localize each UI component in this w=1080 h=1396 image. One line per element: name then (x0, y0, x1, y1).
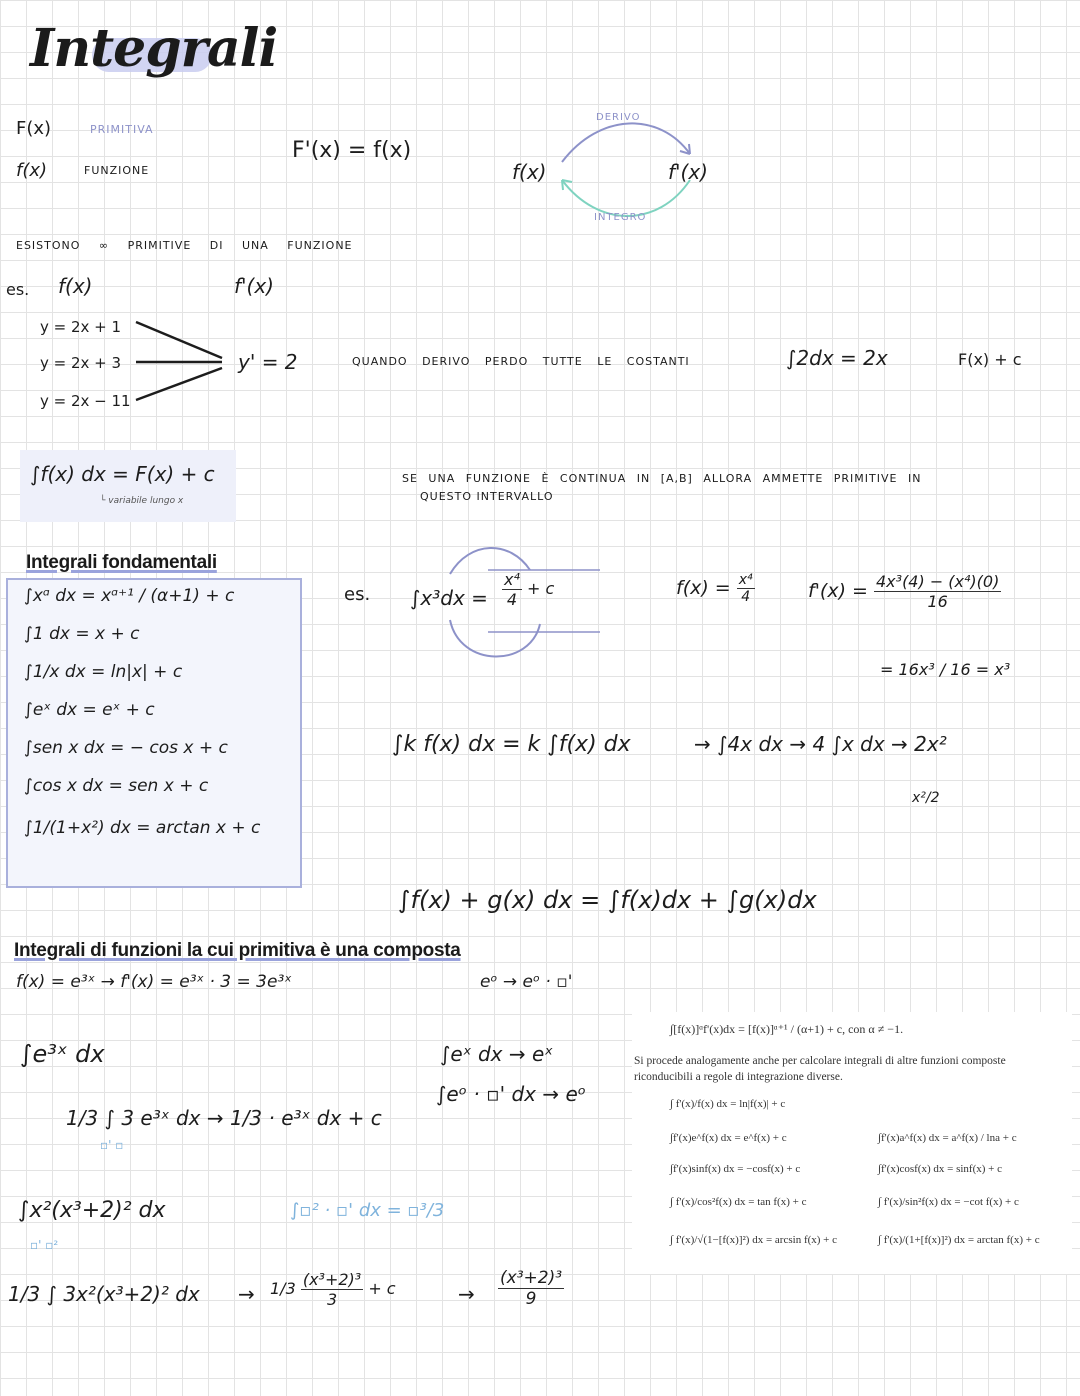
example-line-3: y = 2x − 11 (40, 392, 131, 410)
fondamentali-row-3: ∫1/x dx = ln|x| + c (24, 662, 183, 682)
continuity-text-2: QUESTO INTERVALLO (420, 490, 554, 503)
infinite-primitives-text: ESISTONO ∞ PRIMITIVE DI UNA FUNZIONE (16, 239, 353, 252)
example-integral: ∫2dx = 2x (786, 346, 888, 370)
composta-ex2-result (498, 1268, 564, 1309)
printed-rule-3: ∫f'(x)a^f(x) dx = a^f(x) / lna + c (878, 1132, 1017, 1144)
constant-rule-sub: x²/2 (912, 790, 940, 806)
composta-rule: eᵒ → eᵒ · ▫' (480, 972, 573, 992)
definition-box (20, 450, 236, 522)
example2-simplify: = 16x³ / 16 = x³ (880, 660, 1011, 679)
example-prefix: es. (6, 280, 30, 299)
example2-f-label: f(x) = (676, 577, 731, 599)
example-line-2: y = 2x + 3 (40, 354, 122, 372)
example2-fprime-den: 16 (927, 592, 948, 611)
converging-arrows (130, 312, 230, 412)
composta-ex2-mid-pre: 1/3 (270, 1279, 296, 1298)
definition-sub: └ variabile lungo x (100, 496, 184, 506)
continuity-text-1: SE UNA FUNZIONE È CONTINUA IN [A,B] ALLORA AMMETTE PRIMITIVE IN (402, 472, 922, 485)
fondamentali-row-4: ∫eˣ dx = eˣ + c (24, 700, 155, 720)
printed-rule-2: ∫f'(x)e^f(x) dx = e^f(x) + c (670, 1132, 787, 1144)
cycle-left: f(x) (512, 160, 547, 184)
cycle-top-label: DERIVO (596, 112, 641, 123)
example2-result (502, 570, 554, 609)
example-result: y' = 2 (238, 350, 298, 374)
page-title: Integrali (30, 18, 278, 79)
example2-f-den: 4 (741, 589, 751, 605)
printed-rule-4: ∫f'(x)sinf(x) dx = −cosf(x) + c (670, 1163, 801, 1175)
definition-formula: ∫f(x) dx = F(x) + c (30, 462, 215, 486)
def-F-label: PRIMITIVA (90, 123, 154, 136)
composta-ex2-arrow-2: → (458, 1282, 475, 1306)
composta-ex2: ∫x²(x³+2)² dx (18, 1198, 166, 1223)
printed-paragraph: Si procede analogamente anche per calcolare integrali di altre funzioni composte riconducibili a regole di integrazione diverse. (634, 1055, 1006, 1083)
composta-title: Integrali di funzioni la cui primitiva è una composta (14, 940, 461, 961)
composta-side-1: ∫eˣ dx → eˣ (440, 1042, 554, 1066)
fondamentali-title: Integrali fondamentali (26, 552, 217, 573)
def-f: f(x) (16, 160, 48, 181)
constant-rule-formula: ∫k f(x) dx = k ∫f(x) dx (392, 732, 631, 757)
composta-ex2-rule: ∫▫² · ▫' dx = ▫³/3 (290, 1200, 445, 1221)
def-relation: F'(x) = f(x) (292, 138, 412, 163)
sum-rule: ∫f(x) + g(x) dx = ∫f(x)dx + ∫g(x)dx (398, 886, 817, 914)
def-f-label: FUNZIONE (84, 164, 150, 177)
example2-result-num: x⁴ (504, 570, 520, 589)
composta-ex2-mid (270, 1270, 396, 1309)
example2-f (676, 572, 755, 605)
example2-integral: ∫x³dx = (410, 586, 488, 610)
constant-rule-example: → ∫4x dx → 4 ∫x dx → 2x² (694, 732, 947, 756)
example-fprime: f'(x) (234, 274, 274, 298)
printed-rule-9: ∫ f'(x)/(1+[f(x)]²) dx = arctan f(x) + c (878, 1234, 1040, 1246)
printed-rule-1: ∫ f'(x)/f(x) dx = ln|f(x)| + c (670, 1098, 786, 1110)
example-f: f(x) (58, 274, 93, 298)
fondamentali-row-6: ∫cos x dx = sen x + c (24, 776, 209, 796)
example2-fprime-num: 4x³(4) − (x⁴)(0) (876, 572, 1000, 591)
example-note: QUANDO DERIVO PERDO TUTTE LE COSTANTI (352, 355, 690, 368)
composta-ex1: ∫e³ˣ dx (20, 1040, 105, 1068)
example-Fc: F(x) + c (958, 350, 1022, 369)
composta-ex2-sub: ▫' ▫² (30, 1238, 59, 1252)
example2-fprime-label: f'(x) = (808, 580, 868, 602)
composta-ex1-step: 1/3 ∫ 3 e³ˣ dx → 1/3 · e³ˣ dx + c (66, 1106, 382, 1130)
example2-plus-c: + c (526, 579, 555, 598)
composta-ex2-plus-c: + c (368, 1279, 396, 1298)
example2-prefix: es. (344, 584, 371, 605)
cycle-right: f'(x) (668, 160, 708, 184)
example-line-1: y = 2x + 1 (40, 318, 122, 336)
example2-result-den: 4 (506, 590, 518, 609)
printed-rule-7: ∫ f'(x)/sin²f(x) dx = −cot f(x) + c (878, 1196, 1019, 1208)
fondamentali-row-1: ∫xᵅ dx = xᵅ⁺¹ / (α+1) + c (24, 586, 235, 606)
example2-fprime (808, 572, 1001, 611)
fondamentali-row-2: ∫1 dx = x + c (24, 624, 140, 644)
composta-ex2-mid-num: (x³+2)³ (302, 1270, 362, 1289)
composta-ex2-mid-den: 3 (326, 1290, 338, 1309)
cycle-bottom-label: INTEGRO (594, 212, 647, 223)
composta-ex2-step: 1/3 ∫ 3x²(x³+2)² dx (8, 1282, 200, 1306)
composta-side-2: ∫eᵒ · ▫' dx → eᵒ (436, 1082, 587, 1106)
fondamentali-row-5: ∫sen x dx = − cos x + c (24, 738, 228, 758)
composta-ex2-res-num: (x³+2)³ (500, 1268, 563, 1288)
printed-rule-8: ∫ f'(x)/√(1−[f(x)]²) dx = arcsin f(x) + c (670, 1234, 838, 1246)
printed-rule-6: ∫ f'(x)/cos²f(x) dx = tan f(x) + c (670, 1196, 807, 1208)
composta-ex1-sub: ▫' ▫ (100, 1138, 124, 1152)
example2-f-num: x⁴ (738, 572, 753, 588)
composta-ex2-res-den: 9 (525, 1289, 537, 1309)
printed-power-rule: ∫[f(x)]ᵅf'(x)dx = [f(x)]ᵅ⁺¹ / (α+1) + c, con α ≠ −1. (670, 1022, 904, 1036)
fondamentali-row-7: ∫1/(1+x²) dx = arctan x + c (24, 818, 261, 838)
composta-ex2-arrow-1: → (238, 1282, 255, 1306)
printed-rule-5: ∫f'(x)cosf(x) dx = sinf(x) + c (878, 1163, 1003, 1175)
def-F: F(x) (16, 118, 52, 139)
composta-line1: f(x) = e³ˣ → f'(x) = e³ˣ · 3 = 3e³ˣ (16, 972, 292, 992)
